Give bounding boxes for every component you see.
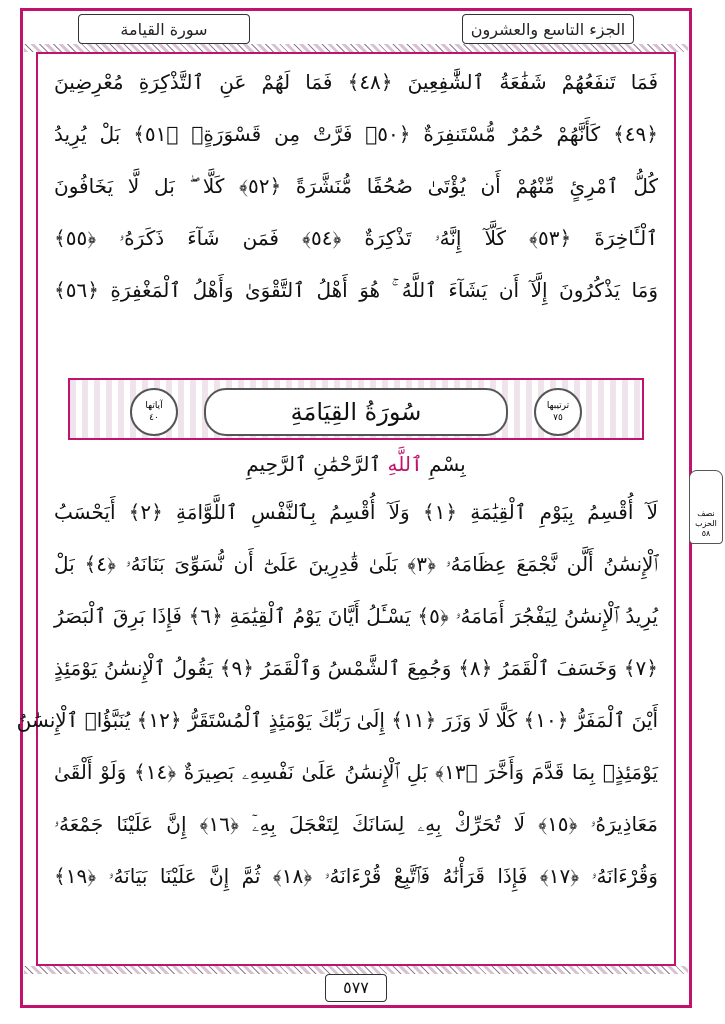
basmala-post: ٱلرَّحْمَٰنِ ٱلرَّحِيمِ [246,452,382,476]
mushaf-page-frame [16,8,692,1008]
text-line: ٱلْإِنسَٰنُ أَلَّن نَّجْمَعَ عِظَامَهُۥ ﴿٣﴾ بَلَىٰ قَٰدِرِينَ عَلَىٰٓ أَن نُّسَوِّىَ بَنَانَهُۥ ﴿٤﴾ بَلْ [54,552,658,576]
juz-name-label: الجزء التاسع والعشرون [470,19,626,39]
text-line: كُلُّ ٱمْرِئٍ مِّنْهُمْ أَن يُؤْتَىٰ صُحُفًا مُّنَشَّرَةً ﴿٥٢﴾ كَلَّا ۖ بَل لَّا يَخَافُونَ [54,174,659,198]
text-line: فَمَا تَنفَعُهُمْ شَفَٰعَةُ ٱلشَّٰفِعِينَ ﴿٤٨﴾ فَمَا لَهُمْ عَنِ ٱلتَّذْكِرَةِ مُعْرِضِينَ [54,70,659,94]
page-number: ٥٧٧ [325,974,387,1002]
surah-title: سُورَةُ القِيَامَةِ [290,398,422,426]
basmala-allah: ٱللَّهِ [387,452,423,476]
text-line: مَعَاذِيرَهُۥ ﴿١٥﴾ لَا تُحَرِّكْ بِهِۦ لِسَانَكَ لِتَعْجَلَ بِهِۦٓ ﴿١٦﴾ إِنَّ عَلَيْنَا جَمْعَهُۥ [54,812,658,836]
basmala [20,452,692,492]
hizb-marker-line1: نصف [697,509,715,518]
juz-name-header [462,14,634,44]
text-line: يَوْمَئِذٍۭ بِمَا قَدَّمَ وَأَخَّرَ ﴿١٣﴾ بَلِ ٱلْإِنسَٰنُ عَلَىٰ نَفْسِهِۦ بَصِيرَةٌ ﴿١٤﴾ وَلَوْ أَلْقَىٰ [54,760,658,784]
surah-verses-medallion [130,388,178,436]
surah-order-value: ٧٥ [553,413,563,423]
basmala-pre: بِسْمِ [429,452,466,476]
surah-title-banner [68,378,644,440]
surah-verses-label: آياتها [145,401,163,411]
surah-order-medallion [534,388,582,436]
text-line: ﴿٤٩﴾ كَأَنَّهُمْ حُمُرٌ مُّسْتَنفِرَةٌ ﴿٥٠﴾ فَرَّتْ مِن قَسْوَرَةٍۭ ﴿٥١﴾ بَلْ يُرِيدُ [54,122,658,146]
text-line: وَقُرْءَانَهُۥ ﴿١٧﴾ فَإِذَا قَرَأْنَٰهُ فَٱتَّبِعْ قُرْءَانَهُۥ ﴿١٨﴾ ثُمَّ إِنَّ عَلَيْنَا بَيَانَهُۥ ﴿١٩﴾ [54,864,658,888]
text-line: أَيْنَ ٱلْمَفَرُّ ﴿١٠﴾ كَلَّا لَا وَزَرَ ﴿١١﴾ إِلَىٰ رَبِّكَ يَوْمَئِذٍ ٱلْمُسْتَقَرُّ ﴿١٢﴾ يُنَبَّؤُا۟ ٱلْإِنسَٰنُ [16,708,658,732]
hizb-marker [689,470,723,544]
ornament-top [24,44,688,52]
surah-title-cartouche [204,388,508,436]
text-line: لَآ أُقْسِمُ بِيَوْمِ ٱلْقِيَٰمَةِ ﴿١﴾ وَلَآ أُقْسِمُ بِٱلنَّفْسِ ٱللَّوَّامَةِ ﴿٢﴾ أَيَحْسَبُ [54,500,658,524]
text-line: ٱلْـَٔاخِرَةَ ﴿٥٣﴾ كَلَّآ إِنَّهُۥ تَذْكِرَةٌ ﴿٥٤﴾ فَمَن شَآءَ ذَكَرَهُۥ ﴿٥٥﴾ [54,226,658,250]
surah-name-label: سورة القيامة [120,19,208,39]
text-line: وَمَا يَذْكُرُونَ إِلَّآ أَن يَشَآءَ ٱللَّهُ ۚ هُوَ أَهْلُ ٱلتَّقْوَىٰ وَأَهْلُ ٱلْمَغْفِرَةِ ﴿٥٦﴾ [54,278,658,302]
text-line: ﴿٧﴾ وَخَسَفَ ٱلْقَمَرُ ﴿٨﴾ وَجُمِعَ ٱلشَّمْسُ وَٱلْقَمَرُ ﴿٩﴾ يَقُولُ ٱلْإِنسَٰنُ يَوْمَئِذٍ [54,656,658,680]
ornament-bottom [24,966,688,974]
text-line: يُرِيدُ ٱلْإِنسَٰنُ لِيَفْجُرَ أَمَامَهُۥ ﴿٥﴾ يَسْـَٔلُ أَيَّانَ يَوْمُ ٱلْقِيَٰمَةِ ﴿٦﴾ فَإِذَا بَرِقَ ٱلْبَصَرُ [54,604,658,628]
hizb-marker-line2: الحزب [695,519,717,528]
surah-verses-value: ٤٠ [149,413,159,423]
surah-name-header [78,14,250,44]
quran-text-area [16,62,659,958]
surah-order-label: ترتيبها [546,401,570,411]
hizb-marker-value: ٥٨ [701,529,711,538]
